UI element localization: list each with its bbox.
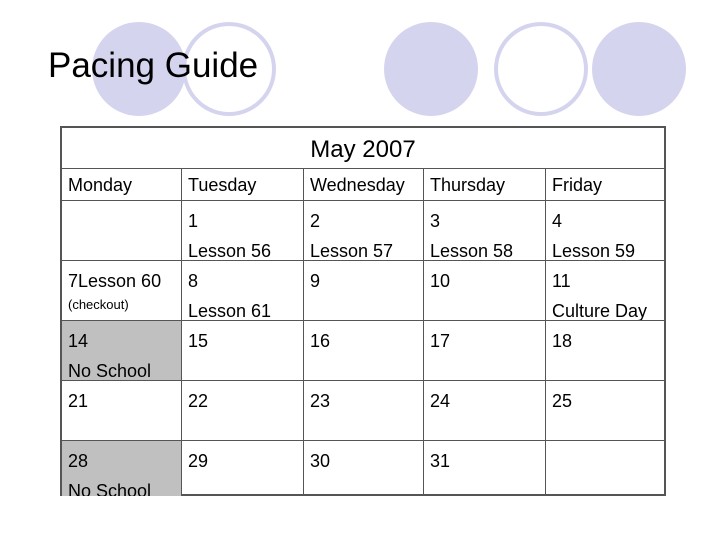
day-date: 31	[430, 451, 451, 471]
day-cell	[424, 321, 546, 381]
day-cell-no-school	[62, 321, 182, 381]
header-wednesday: Wednesday	[304, 169, 424, 201]
header-thursday: Thursday	[424, 169, 546, 201]
day-cell	[424, 441, 546, 496]
day-date: 28	[68, 451, 89, 471]
day-note: Lesson 56	[188, 241, 272, 261]
day-date: 30	[310, 451, 331, 471]
day-date: 1	[188, 211, 199, 231]
day-cell	[182, 201, 304, 261]
calendar-table	[60, 126, 666, 496]
day-date: 23	[310, 391, 331, 411]
day-cell	[304, 321, 424, 381]
page-title: Pacing Guide	[48, 46, 259, 85]
day-cell	[546, 261, 664, 321]
day-note: Lesson 59	[552, 241, 636, 261]
day-date: 29	[188, 451, 209, 471]
day-note: Lesson 57	[310, 241, 394, 261]
day-cell	[424, 381, 546, 441]
day-date: 3	[430, 211, 441, 231]
header-tuesday: Tuesday	[182, 169, 304, 201]
day-date: 14	[68, 331, 89, 351]
day-date: 25	[552, 391, 573, 411]
decor-ring	[494, 22, 588, 116]
day-cell	[304, 441, 424, 496]
day-cell	[182, 441, 304, 496]
day-cell	[182, 261, 304, 321]
day-note: No School	[68, 481, 152, 496]
day-cell	[304, 261, 424, 321]
calendar-month: May 2007	[62, 128, 664, 169]
day-date: 10	[430, 271, 451, 291]
day-date: 18	[552, 331, 573, 351]
day-cell	[424, 261, 546, 321]
day-cell	[546, 321, 664, 381]
header-monday: Monday	[62, 169, 182, 201]
day-cell	[304, 381, 424, 441]
day-date: 2	[310, 211, 321, 231]
day-cell	[62, 261, 182, 321]
day-date: 4	[552, 211, 563, 231]
day-cell	[182, 381, 304, 441]
day-date: 7Lesson 60	[68, 271, 162, 291]
day-cell	[304, 201, 424, 261]
day-date: 22	[188, 391, 209, 411]
day-note: (checkout)	[68, 297, 129, 312]
calendar-grid	[62, 169, 664, 496]
day-date: 21	[68, 391, 89, 411]
decor-circle	[384, 22, 478, 116]
day-date: 24	[430, 391, 451, 411]
day-date: 9	[310, 271, 321, 291]
header-friday: Friday	[546, 169, 664, 201]
day-cell	[546, 201, 664, 261]
day-date: 8	[188, 271, 199, 291]
day-cell	[546, 381, 664, 441]
day-note: Lesson 61	[188, 301, 272, 321]
day-cell-empty	[62, 201, 182, 261]
day-cell	[182, 321, 304, 381]
day-cell-no-school	[62, 441, 182, 496]
day-date: 11	[552, 271, 571, 291]
day-note: Culture Day	[552, 301, 648, 321]
day-cell-empty	[546, 441, 664, 496]
day-note: Lesson 58	[430, 241, 514, 261]
decor-circle	[592, 22, 686, 116]
day-cell	[62, 381, 182, 441]
day-cell	[424, 201, 546, 261]
day-date: 17	[430, 331, 451, 351]
day-date: 16	[310, 331, 331, 351]
day-note: No School	[68, 361, 152, 381]
day-date: 15	[188, 331, 209, 351]
